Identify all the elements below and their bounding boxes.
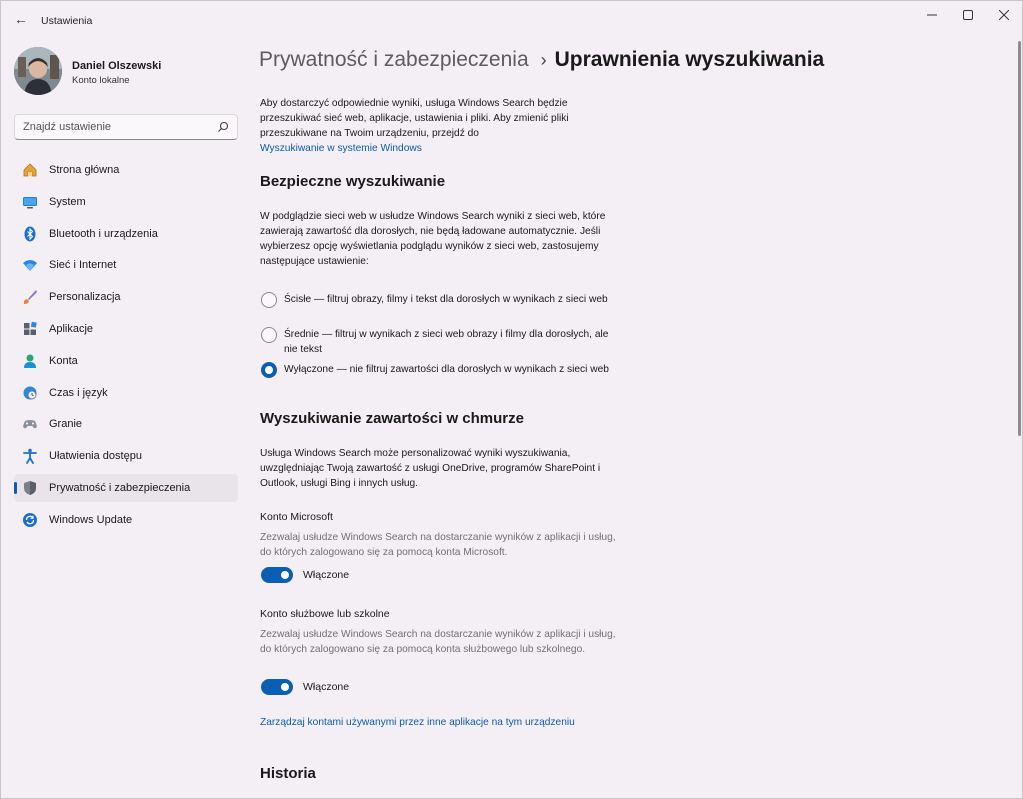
- radio-label: Ścisłe — filtruj obrazy, filmy i tekst dla dorosłych w wynikach z sieci web: [284, 294, 608, 305]
- microsoft-account-toggle-label: Włączone: [303, 569, 350, 581]
- manage-accounts-link[interactable]: Zarządzaj kontami używanymi przez inne aplikacje na tym urządzeniu: [260, 717, 575, 728]
- minimize-icon: [927, 10, 937, 20]
- radio-button[interactable]: [261, 292, 277, 308]
- toggle-knob: [281, 683, 289, 691]
- sidebar-item-label: Personalizacja: [49, 291, 121, 304]
- person-icon: [22, 353, 38, 369]
- sidebar-item-privacy[interactable]: [14, 474, 238, 502]
- sidebar-item-bluetooth[interactable]: [14, 220, 238, 248]
- radio-button[interactable]: [261, 327, 277, 343]
- update-icon: [22, 512, 38, 528]
- sidebar-item-time-language[interactable]: [14, 379, 238, 407]
- scrollbar[interactable]: [1018, 41, 1021, 436]
- microsoft-account-description: Zezwalaj usłudze Windows Search na dostarczanie wyników z aplikacji i usług, do których zalogowano się za pomocą konta Microsoft.: [260, 532, 616, 558]
- sidebar-item-network[interactable]: [14, 251, 238, 279]
- cloud-search-title: Wyszukiwanie zawartości w chmurze: [260, 410, 524, 427]
- settings-search[interactable]: [14, 114, 238, 140]
- work-account-description: Zezwalaj usłudze Windows Search na dostarczanie wyników z aplikacji i usług, do których zalogowano się za pomocą konta służbowego lub szkolnego.: [260, 629, 616, 655]
- maximize-button[interactable]: [951, 5, 985, 25]
- radio-label: Średnie — filtruj w wynikach z sieci web obrazy i filmy dla dorosłych, ale nie tekst: [284, 329, 609, 355]
- sidebar-item-label: Ułatwienia dostępu: [49, 450, 142, 463]
- sidebar-item-label: Aplikacje: [49, 322, 94, 335]
- gamepad-icon: [22, 416, 38, 432]
- account-type: Konto lokalne: [72, 75, 130, 86]
- app-title: Ustawienia: [41, 15, 93, 27]
- sidebar-item-apps[interactable]: [14, 315, 238, 343]
- active-indicator: [14, 482, 17, 494]
- title-bar: [1, 1, 1022, 35]
- back-arrow-icon: ←: [14, 11, 28, 27]
- apps-icon: [22, 321, 38, 337]
- sidebar-nav: [14, 156, 238, 538]
- safe-search-title: Bezpieczne wyszukiwanie: [260, 173, 446, 190]
- sidebar-item-label: System: [49, 195, 86, 208]
- shield-icon: [22, 480, 38, 496]
- avatar: [14, 47, 62, 95]
- sidebar-item-label: Strona główna: [49, 164, 120, 176]
- sidebar-item-label: Czas i język: [49, 386, 108, 399]
- user-profile[interactable]: [14, 47, 244, 97]
- breadcrumb: [259, 48, 824, 72]
- sidebar-item-windows-update[interactable]: [14, 506, 238, 534]
- radio-button-selected[interactable]: [261, 362, 277, 378]
- safe-search-description: W podglądzie sieci web w usłudze Windows Search wyniki z sieci web, które zawierają zawartość dla dorosłych, nie będą ładowane automatycznie. Jeśli wybierzesz opcję wyświetlania podglądu wyników z sieci web, zastosujemy następujące ustawienie:: [260, 211, 606, 267]
- system-icon: [22, 194, 38, 210]
- sidebar-item-label: Bluetooth i urządzenia: [49, 227, 158, 240]
- radio-label: Wyłączone — nie filtruj zawartości dla dorosłych w wynikach z sieci web: [284, 364, 609, 375]
- sidebar-item-accounts[interactable]: [14, 347, 238, 375]
- sidebar-item-system[interactable]: [14, 188, 238, 216]
- user-name: Daniel Olszewski: [72, 60, 162, 72]
- back-button[interactable]: [11, 9, 31, 29]
- maximize-icon: [963, 10, 973, 20]
- work-account-title: Konto służbowe lub szkolne: [260, 608, 390, 620]
- history-title: Historia: [260, 765, 316, 782]
- toggle-knob: [281, 571, 289, 579]
- intro-paragraph: [260, 96, 620, 156]
- sidebar-item-personalization[interactable]: [14, 283, 238, 311]
- minimize-button[interactable]: [915, 5, 949, 25]
- breadcrumb-parent[interactable]: Prywatność i zabezpieczenia: [259, 48, 529, 71]
- globe-clock-icon: [22, 385, 38, 401]
- brush-icon: [22, 289, 38, 305]
- wifi-icon: [22, 257, 38, 273]
- work-account-toggle[interactable]: [261, 679, 293, 695]
- bluetooth-icon: [22, 226, 38, 242]
- page-title: Uprawnienia wyszukiwania: [554, 48, 825, 71]
- search-icon: [217, 121, 229, 133]
- sidebar-item-label: Prywatność i zabezpieczenia: [49, 481, 191, 494]
- windows-search-link[interactable]: Wyszukiwanie w systemie Windows: [260, 143, 422, 154]
- home-icon: [22, 162, 38, 178]
- search-input[interactable]: [23, 119, 213, 135]
- work-account-toggle-label: Włączone: [303, 681, 350, 693]
- sidebar-item-label: Granie: [49, 418, 83, 431]
- sidebar-item-accessibility[interactable]: [14, 442, 238, 470]
- close-button[interactable]: [987, 5, 1021, 25]
- sidebar-item-label: Konta: [49, 354, 78, 367]
- intro-text: Aby dostarczyć odpowiednie wyniki, usługa Windows Search będzie przeszukiwać sieć web, aplikacje, ustawienia i pliki. Aby zmienić pliki przeszukiwane na Twoim urządzeniu, przejdź do: [260, 98, 569, 139]
- sidebar-item-gaming[interactable]: [14, 410, 238, 438]
- sidebar-item-home[interactable]: [14, 156, 238, 184]
- sidebar-item-label: Sieć i Internet: [49, 259, 117, 272]
- breadcrumb-separator: ›: [540, 50, 547, 70]
- cloud-search-description: Usługa Windows Search może personalizować wyniki wyszukiwania, uwzględniając Twoją zawartość z usługi OneDrive, programów SharePoint i Outlook, usługi Bing i innych usług.: [260, 448, 601, 489]
- accessibility-icon: [22, 448, 38, 464]
- close-icon: [999, 10, 1009, 20]
- microsoft-account-toggle[interactable]: [261, 567, 293, 583]
- sidebar-item-label: Windows Update: [49, 513, 133, 526]
- microsoft-account-title: Konto Microsoft: [260, 511, 333, 523]
